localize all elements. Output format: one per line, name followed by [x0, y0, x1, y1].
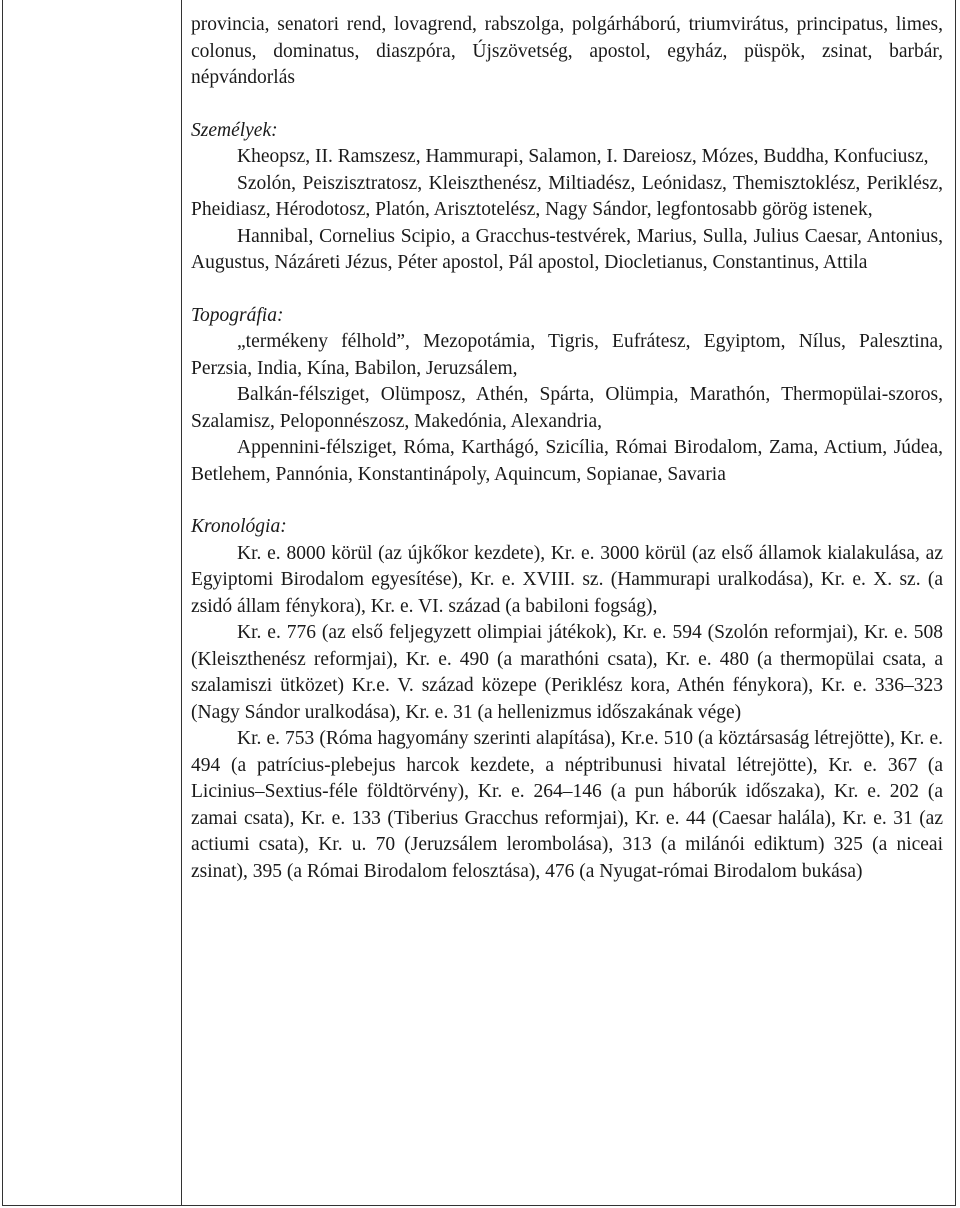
topography-heading-text: Topográfia: [191, 304, 277, 326]
topography-paragraph-1: „termékeny félhold”, Mezopotámia, Tigris, Eufrátesz, Egyiptom, Nílus, Palesztina, Perzsia, India, Kína, Babilon, Jeruzsálem,: [191, 331, 943, 379]
chronology-heading-text: Kronológia: [191, 516, 281, 537]
persons-paragraph-1: Kheopsz, II. Ramszesz, Hammurapi, Salamon, I. Dareiosz, Mózes, Buddha, Konfuciusz,: [237, 146, 929, 167]
intro-terms: provincia, senatori rend, lovagrend, rabszolga, polgárháború, triumvirátus, principatus, limes, colonus, dominatus, diaszpóra, Újszövetség, apostol, egyház, püspök, zsinat, barbár, népvándorlás: [191, 14, 943, 88]
persons-paragraph-2: Szolón, Peiszisztratosz, Kleiszthenész, Miltiadész, Leónidasz, Themisztoklész, Periklész, Pheidiasz, Hérodotosz, Platón, Arisztotelész, Nagy Sándor, legfontosabb görög istenek,: [191, 172, 943, 220]
persons-paragraph-3: Hannibal, Cornelius Scipio, a Gracchus-testvérek, Marius, Sulla, Julius Caesar, Antonius, Augustus, Názáreti Jézus, Péter apostol, Pál apostol, Diocletianus, Constantinus, Attila: [191, 225, 943, 273]
persons-heading-text: Személyek: [191, 119, 272, 141]
chronology-paragraph-3: Kr. e. 753 (Róma hagyomány szerinti alapítása), Kr.e. 510 (a köztársaság létrejötte), Kr. e. 494 (a patrícius-plebejus harcok kezdete, a néptribunusi hivatal létrejötte), Kr. e. 367 (a Licinius–Sextius-féle földtörvény), Kr. e. 264–146 (a pun háborúk időszaka), Kr. e. 202 (a zamai csata), Kr. e. 133 (Tiberius Gracchus reformjai), Kr. e. 44 (Caesar halála), Kr. e. 31 (az actiumi csata), Kr. u. 70 (Jeruzsálem lerombolása), 313 (a milánói ediktum) 325 (a niceai zsinat), 395 (a Római Birodalom felosztása), 476 (a Nyugat-római Birodalom bukása): [191, 728, 943, 882]
topography-paragraph-3: Appennini-félsziget, Róma, Karthágó, Szicília, Római Birodalom, Zama, Actium, Júdea, Betlehem, Pannónia, Konstantinápoly, Aquincum, Sopianae, Savaria: [191, 437, 943, 485]
chronology-paragraph-2: Kr. e. 776 (az első feljegyzett olimpiai játékok), Kr. e. 594 (Szolón reformjai), Kr. e. 508 (Kleiszthenész reformjai), Kr. e. 490 (a marathóni csata), Kr. e. 480 (a thermopülai csata, a szalamiszi ütközet) Kr.e. V. század közepe (Periklész kora, Athén fénykora), Kr. e. 336–323 (Nagy Sándor uralkodása), Kr. e. 31 (a hellenizmus időszakának vége): [191, 622, 943, 723]
topography-paragraph-2: Balkán-félsziget, Olümposz, Athén, Spárta, Olümpia, Marathón, Thermopülai-szoros, Szalamisz, Peloponnészosz, Makedónia, Alexandria,: [191, 384, 943, 432]
left-column-cell: [3, 0, 182, 1205]
topography-heading: Topográfia:: [191, 304, 284, 326]
chronology-heading: Kronológia:: [191, 516, 287, 537]
chronology-paragraph-1: Kr. e. 8000 körül (az újkőkor kezdete), Kr. e. 3000 körül (az első államok kialakulása, az Egyiptomi Birodalom egyesítése), Kr. e. XVIII. sz. (Hammurapi uralkodása), Kr. e. X. sz. (a zsidó állam fénykora), Kr. e. VI. század (a babiloni fogság),: [191, 542, 943, 617]
content-cell: [191, 12, 943, 885]
persons-heading: Személyek:: [191, 119, 278, 141]
